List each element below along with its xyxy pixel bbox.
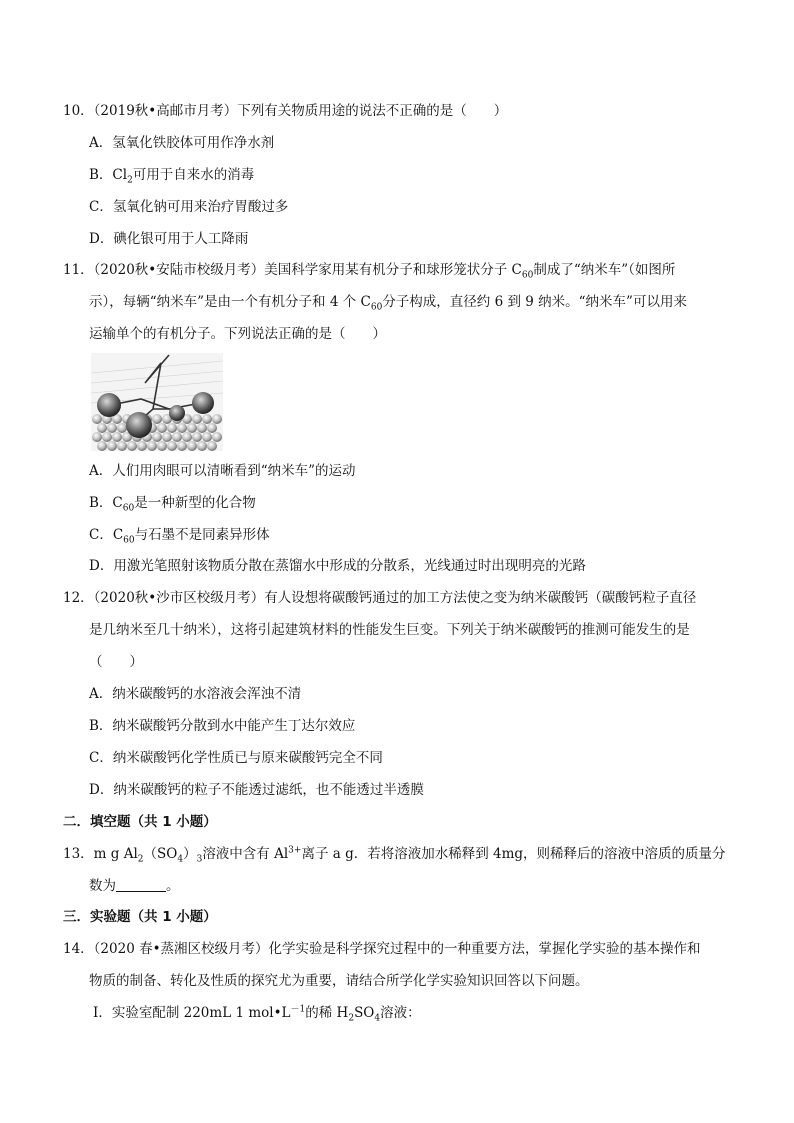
q10-option-b: B．$Cl_2$可用于自来水的消毒 [89,167,255,186]
q12-stem-line3: （ ） [89,654,143,670]
q10-option-c: C．氢氧化钠可用来治疗胃酸过多 [89,199,289,215]
nanocar-figure [91,353,223,451]
q13-stem-line2: 数为 。 [89,878,180,894]
section-heading-fill-in: 二．填空题（共 1 小题） [63,814,217,830]
answer-blank[interactable] [116,877,166,892]
q10-option-d: D．碘化银可用于人工降雨 [89,231,249,247]
q11-option-a: A．人们用肉眼可以清晰看到“纳米车”的运动 [89,463,356,479]
q11-stem-line1: 11．（2020秋•安陆市校级月考）美国科学家用某有机分子和球形笼状分子 $C_{60}$制成了“纳米车”（如图所 [63,262,676,281]
q12-stem-line2: 是几纳米至几十纳米），这将引起建筑材料的性能发生巨变。下列关于纳米碳酸钙的推测可能发生的是 [89,622,690,638]
q11-option-b: B．$C_{60}$是一种新型的化合物 [89,495,256,514]
q13-stem-line1: 13．m g $Al_2(SO_4)_3$溶液中含有 $Al^{3+}$离子 a g．若将溶液加水稀释到 4mg，则稀释后的溶液中溶质的质量分 [63,845,726,865]
q12-option-a: A．纳米碳酸钙的水溶液会浑浊不清 [89,686,302,702]
q12-option-d: D．纳米碳酸钙的粒子不能透过滤纸，也不能透过半透膜 [89,782,424,798]
q10-stem: 10．（2019秋•高邮市月考）下列有关物质用途的说法不正确的是（ ） [63,103,508,119]
q11-option-c: C．$C_{60}$与石墨不是同素异形体 [89,527,270,546]
section-heading-experiment: 三．实验题（共 1 小题） [63,909,217,925]
q12-option-b: B．纳米碳酸钙分散到水中能产生丁达尔效应 [89,718,356,734]
q14-stem-line1: 14．（2020 春•蒸湘区校级月考）化学实验是科学探究过程中的一种重要方法，掌握化学实验的基本操作和 [63,941,701,957]
q11-stem-line3: 运输单个的有机分子。下列说法正确的是（ ） [89,326,386,342]
q12-option-c: C．纳米碳酸钙化学性质已与原来碳酸钙完全不同 [89,750,383,766]
q14-stem-line2: 物质的制备、转化及性质的探究尤为重要，请结合所学化学实验知识回答以下问题。 [89,973,589,989]
q11-stem-line2: 示），每辆“纳米车”是由一个有机分子和 4 个 $C_{60}$分子构成，直径约 6 到 9 纳米。“纳米车”可以用来 [89,294,687,313]
q14-subquestion-1: Ⅰ．实验室配制 220mL 1 $mol•L^{-1}$的稀 $H_2SO_4$溶液： [93,1004,421,1024]
q12-stem-line1: 12．（2020秋•沙市区校级月考）有人设想将碳酸钙通过的加工方法使之变为纳米碳酸钙（碳酸钙粒子直径 [63,590,697,606]
q10-option-a: A．氢氧化铁胶体可用作净水剂 [89,135,275,151]
q11-option-d: D．用激光笔照射该物质分散在蒸馏水中形成的分散系，光线通过时出现明亮的光路 [89,558,586,574]
